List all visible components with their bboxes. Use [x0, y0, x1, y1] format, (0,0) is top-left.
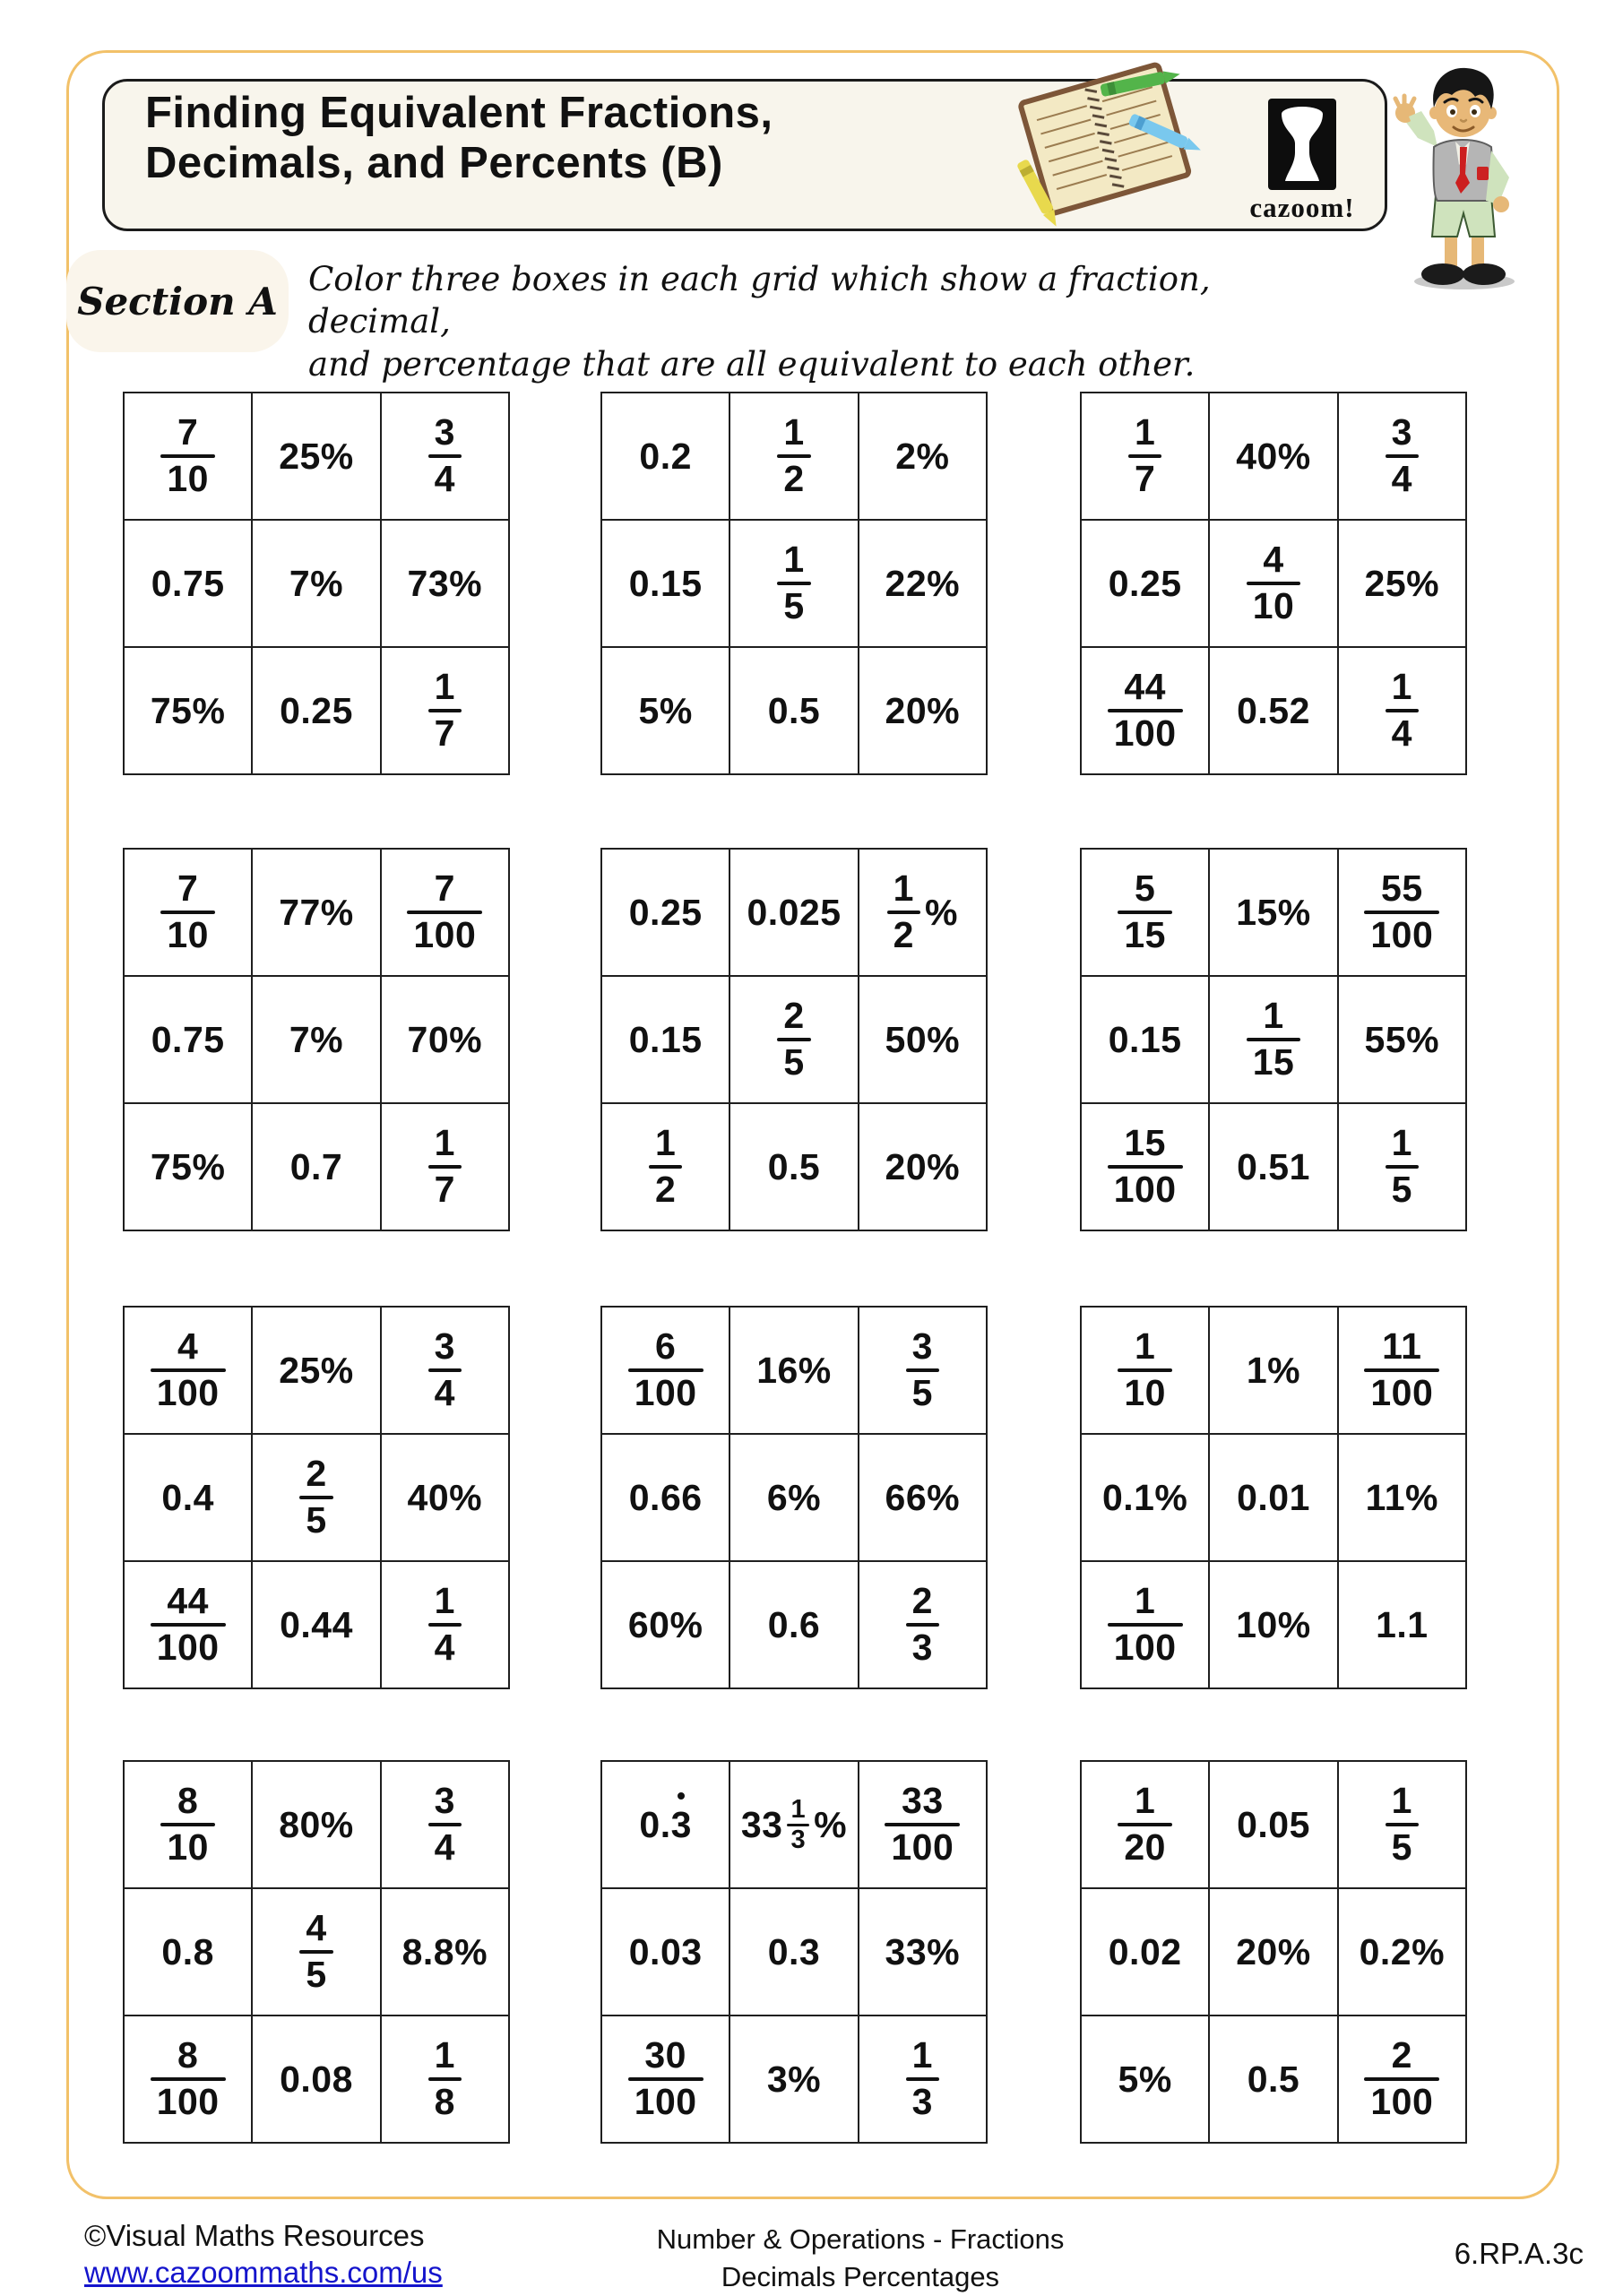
fraction-value: $\frac{15}{100}$	[1108, 1125, 1183, 1209]
fraction-value: $\frac{1}{4}$	[1386, 669, 1419, 753]
fraction-value: $\frac{1}{3}$	[906, 2037, 939, 2121]
grid-cell[interactable]	[382, 1762, 508, 1887]
grid-cell[interactable]: 40%	[382, 1435, 508, 1560]
fraction-value: $\frac{1}{15}$	[1247, 997, 1301, 1082]
grid-cell[interactable]	[125, 2016, 251, 2142]
grid-cell[interactable]: 7%	[253, 977, 379, 1102]
grid-cell[interactable]: 0.08	[253, 2016, 379, 2142]
grid-cell[interactable]	[382, 1308, 508, 1433]
grid-cell[interactable]: 2%	[859, 393, 986, 519]
fraction-value: $\frac{4}{100}$	[151, 1328, 226, 1412]
section-a-label: Section A	[77, 279, 278, 324]
fraction-value: $\frac{3}{4}$	[1386, 414, 1419, 498]
grid-cell[interactable]	[1082, 1562, 1208, 1687]
grid-cell[interactable]: 5%	[1082, 2016, 1208, 2142]
grid-cell[interactable]: 1.1	[1339, 1562, 1465, 1687]
grid-cell[interactable]: 1%	[1210, 1308, 1336, 1433]
grid-cell[interactable]: 55%	[1339, 977, 1465, 1102]
grid-cell[interactable]: 33 $\frac{1}{3}$ %	[730, 1762, 857, 1887]
grid-cell[interactable]: 0.7	[253, 1104, 379, 1230]
fraction-value: $\frac{1}{5}$	[1386, 1782, 1419, 1867]
grid-cell[interactable]: 40%	[1210, 393, 1336, 519]
grid-cell[interactable]: 25%	[253, 393, 379, 519]
grid-cell[interactable]	[1339, 1308, 1465, 1433]
grid-cell[interactable]: 80%	[253, 1762, 379, 1887]
grid-cell[interactable]: 10%	[1210, 1562, 1336, 1687]
grid-cell[interactable]	[1339, 850, 1465, 975]
grid-cell[interactable]: 25%	[253, 1308, 379, 1433]
fraction-value: $\frac{1}{2}$	[649, 1125, 682, 1209]
grid-cell[interactable]	[382, 393, 508, 519]
fraction-value: $\frac{44}{100}$	[1108, 669, 1183, 753]
grid-cell[interactable]: 75%	[125, 1104, 251, 1230]
cazoom-drum-icon	[1268, 99, 1336, 190]
fraction-value: $\frac{30}{100}$	[628, 2037, 704, 2121]
grid-cell[interactable]	[602, 2016, 729, 2142]
grid-cell[interactable]	[1339, 393, 1465, 519]
grid-cell[interactable]: 0.2%	[1339, 1889, 1465, 2015]
grid-cell[interactable]: 0.15	[602, 521, 729, 646]
fraction-value: $\frac{4}{5}$	[299, 1910, 332, 1994]
equivalence-grid-4	[123, 848, 510, 1231]
grid-cell[interactable]: 0.25	[1082, 521, 1208, 646]
grid-cell[interactable]: 0.51	[1210, 1104, 1336, 1230]
grid-cell[interactable]: 0.025	[730, 850, 857, 975]
equivalence-grid-5	[600, 848, 988, 1231]
fraction-value: $\frac{1}{4}$	[428, 1583, 462, 1667]
grid-cell[interactable]	[1210, 977, 1336, 1102]
grid-cell[interactable]: 0.1%	[1082, 1435, 1208, 1560]
grid-cell[interactable]	[125, 1562, 251, 1687]
grid-cell[interactable]	[1339, 1104, 1465, 1230]
fraction-value: $\frac{1}{20}$	[1118, 1782, 1172, 1867]
fraction-value: $\frac{7}{10}$	[160, 870, 215, 954]
standard-code: 6.RP.A.3c	[1454, 2237, 1584, 2270]
grid-cell[interactable]: 8.8%	[382, 1889, 508, 2015]
grid-cell[interactable]	[602, 1308, 729, 1433]
recurring-decimal: 0.3	[639, 1804, 692, 1846]
grid-cell[interactable]: 0.5	[1210, 2016, 1336, 2142]
footer-topic	[502, 2221, 1219, 2296]
fraction-value: $\frac{55}{100}$	[1364, 870, 1439, 954]
grid-cell[interactable]: 70%	[382, 977, 508, 1102]
grid-cell[interactable]: 60%	[602, 1562, 729, 1687]
fraction-value: $\frac{1}{3}$	[787, 1797, 809, 1853]
grid-cell[interactable]: 15%	[1210, 850, 1336, 975]
fraction-value: $\frac{7}{10}$	[160, 414, 215, 498]
equivalence-grid-2	[600, 392, 988, 775]
grid-cell[interactable]	[125, 1308, 251, 1433]
grid-cell[interactable]	[602, 1104, 729, 1230]
grid-cell[interactable]	[382, 1562, 508, 1687]
boy-mascot-illustration	[1391, 61, 1532, 292]
grid-cell[interactable]: 0.75	[125, 521, 251, 646]
grid-cell[interactable]	[1082, 648, 1208, 773]
grid-cell[interactable]: 0.75	[125, 977, 251, 1102]
section-a-instructions	[308, 258, 1312, 385]
grid-cell[interactable]: 0.44	[253, 1562, 379, 1687]
grid-cell[interactable]: 0.03	[602, 1889, 729, 2015]
page-title	[145, 89, 773, 189]
grid-cell[interactable]	[382, 2016, 508, 2142]
grid-cell[interactable]	[1082, 1104, 1208, 1230]
grid-cell[interactable]: 20%	[859, 648, 986, 773]
grid-cell[interactable]	[382, 850, 508, 975]
equivalence-grid-12	[1080, 1760, 1467, 2144]
grid-cell[interactable]: 0.15	[1082, 977, 1208, 1102]
fraction-value: $\frac{8}{10}$	[160, 1782, 215, 1867]
fraction-value: $\frac{33}{100}$	[885, 1782, 960, 1867]
grid-cell[interactable]	[382, 1104, 508, 1230]
fraction-value: $\frac{44}{100}$	[151, 1583, 226, 1667]
equivalence-grid-1	[123, 392, 510, 775]
fraction-value: $\frac{6}{100}$	[628, 1328, 704, 1412]
footer-left	[84, 2217, 443, 2292]
footer-topic-line2: Decimals Percentages	[721, 2260, 1000, 2292]
grid-cell[interactable]: 16%	[730, 1308, 857, 1433]
equivalence-grid-10	[123, 1760, 510, 2144]
instructions-line2: and percentage that are all equivalent to each other.	[308, 344, 1196, 384]
grid-cell[interactable]	[1082, 393, 1208, 519]
grid-cell[interactable]: 0.15	[602, 977, 729, 1102]
grid-cell[interactable]	[859, 2016, 986, 2142]
grid-cell[interactable]: $\frac{1}{2}$ %	[859, 850, 986, 975]
grid-cell[interactable]: 0.2	[602, 393, 729, 519]
copyright-text: ©Visual Maths Resources	[84, 2219, 425, 2252]
page-title-line2: Decimals, and Percents (B)	[145, 138, 723, 187]
notebook-icon	[1002, 50, 1208, 234]
fraction-value: $\frac{2}{3}$	[906, 1583, 939, 1667]
fraction-value: $\frac{3}{4}$	[428, 414, 462, 498]
grid-cell[interactable]: 22%	[859, 521, 986, 646]
grid-cell[interactable]: 0.66	[602, 1435, 729, 1560]
grid-cell[interactable]	[859, 1762, 986, 1887]
grid-cell[interactable]: 0.8	[125, 1889, 251, 2015]
fraction-value: $\frac{1}{100}$	[1108, 1583, 1183, 1667]
fraction-value: $\frac{1}{5}$	[1386, 1125, 1419, 1209]
grid-cell[interactable]: 0.02	[1082, 1889, 1208, 2015]
grid-cell[interactable]: 73%	[382, 521, 508, 646]
grid-cell[interactable]: 0.5	[730, 648, 857, 773]
grid-cell[interactable]: 7%	[253, 521, 379, 646]
fraction-value: $\frac{1}{7}$	[428, 669, 462, 753]
grid-cell[interactable]: 0.5	[730, 1104, 857, 1230]
grid-cell[interactable]: 0.3	[730, 1889, 857, 2015]
grid-cell[interactable]	[382, 648, 508, 773]
grid-cell[interactable]: 20%	[1210, 1889, 1336, 2015]
fraction-value: $\frac{1}{5}$	[777, 541, 810, 626]
fraction-value: $\frac{2}{5}$	[299, 1455, 332, 1540]
fraction-value: $\frac{1}{8}$	[428, 2037, 462, 2121]
page-title-line1: Finding Equivalent Fractions,	[145, 89, 773, 137]
grid-cell[interactable]: 0.52	[1210, 648, 1336, 773]
section-a-pill	[66, 250, 289, 352]
grid-cell[interactable]: 50%	[859, 977, 986, 1102]
fraction-value: $\frac{3}{4}$	[428, 1328, 462, 1412]
grid-cell[interactable]: 0.25	[602, 850, 729, 975]
grid-cell[interactable]	[125, 393, 251, 519]
grid-cell[interactable]: 25%	[1339, 521, 1465, 646]
fraction-value: $\frac{3}{5}$	[906, 1328, 939, 1412]
fraction-value: $\frac{8}{100}$	[151, 2037, 226, 2121]
equivalence-grid-9	[1080, 1306, 1467, 1689]
grid-cell[interactable]: 6%	[730, 1435, 857, 1560]
equivalence-grid-7	[123, 1306, 510, 1689]
fraction-value: $\frac{2}{100}$	[1364, 2037, 1439, 2121]
cazoom-logo	[1244, 99, 1360, 224]
grid-cell[interactable]: 0.05	[1210, 1762, 1336, 1887]
instructions-line1: Color three boxes in each grid which show a fraction, decimal,	[308, 260, 1211, 341]
grid-cell[interactable]: 20%	[859, 1104, 986, 1230]
website-link[interactable]: www.cazoommaths.com/us	[84, 2256, 443, 2290]
grid-cell[interactable]	[125, 850, 251, 975]
grid-cell[interactable]	[859, 1308, 986, 1433]
fraction-value: $\frac{3}{4}$	[428, 1782, 462, 1867]
grid-cell[interactable]: 0.4	[125, 1435, 251, 1560]
grid-cell[interactable]: 0.6	[730, 1562, 857, 1687]
grid-cell[interactable]	[253, 1889, 379, 2015]
grid-cell[interactable]	[1082, 850, 1208, 975]
grid-cell[interactable]: 33%	[859, 1889, 986, 2015]
grid-cell[interactable]	[730, 521, 857, 646]
grid-cell[interactable]	[1082, 1762, 1208, 1887]
grid-cell[interactable]	[1082, 1308, 1208, 1433]
grid-cell[interactable]: 77%	[253, 850, 379, 975]
grid-cell[interactable]	[1339, 2016, 1465, 2142]
fraction-value: $\frac{1}{7}$	[1128, 414, 1161, 498]
grid-cell[interactable]: 0.01	[1210, 1435, 1336, 1560]
equivalence-grid-11	[600, 1760, 988, 2144]
fraction-value: $\frac{7}{100}$	[407, 870, 482, 954]
grid-cell[interactable]	[730, 393, 857, 519]
grid-cell[interactable]	[1339, 1762, 1465, 1887]
cazoom-logo-text: cazoom!	[1249, 192, 1355, 223]
grid-cell[interactable]: 11%	[1339, 1435, 1465, 1560]
grid-cell[interactable]: 5%	[602, 648, 729, 773]
grid-cell[interactable]: 75%	[125, 648, 251, 773]
grid-cell[interactable]: 3%	[730, 2016, 857, 2142]
grid-cell[interactable]	[602, 1762, 729, 1887]
fraction-value: $\frac{1}{2}$	[887, 870, 920, 954]
equivalence-grid-6	[1080, 848, 1467, 1231]
grid-cell[interactable]	[1339, 648, 1465, 773]
grid-cell[interactable]: 0.25	[253, 648, 379, 773]
grid-cell[interactable]: 66%	[859, 1435, 986, 1560]
fraction-value: $\frac{5}{15}$	[1118, 870, 1172, 954]
fraction-value: $\frac{1}{10}$	[1118, 1328, 1172, 1412]
fraction-value: $\frac{4}{10}$	[1247, 541, 1301, 626]
grid-cell[interactable]	[253, 1435, 379, 1560]
fraction-value: $\frac{1}{2}$	[777, 414, 810, 498]
fraction-value: $\frac{2}{5}$	[777, 997, 810, 1082]
grid-cell[interactable]	[859, 1562, 986, 1687]
footer-topic-line1: Number & Operations - Fractions	[656, 2223, 1065, 2255]
fraction-value: $\frac{1}{7}$	[428, 1125, 462, 1209]
grid-cell[interactable]	[730, 977, 857, 1102]
fraction-value: $\frac{11}{100}$	[1364, 1328, 1439, 1412]
grid-cell[interactable]	[1210, 521, 1336, 646]
equivalence-grid-3	[1080, 392, 1467, 775]
grid-cell[interactable]	[125, 1762, 251, 1887]
equivalence-grid-8	[600, 1306, 988, 1689]
